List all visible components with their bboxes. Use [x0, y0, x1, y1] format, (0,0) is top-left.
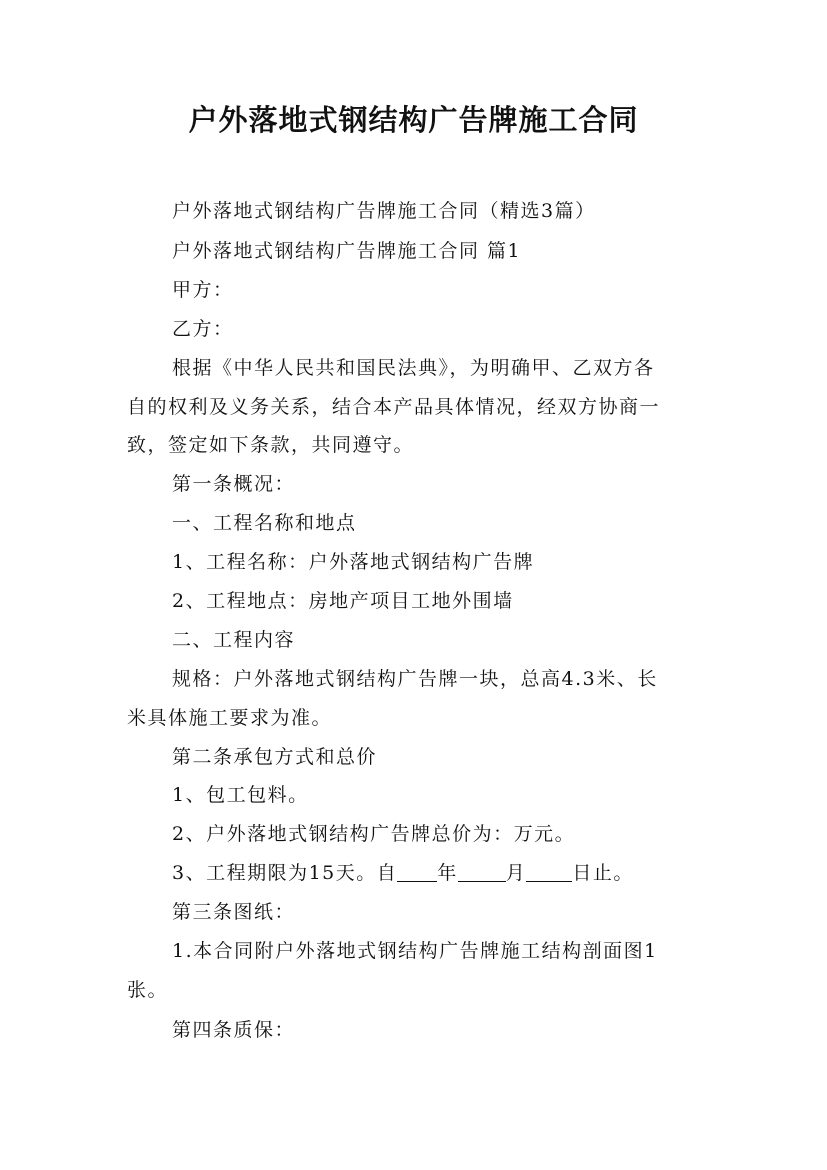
paragraph-preamble-line-1: 根据《中华人民共和国民法典》，为明确甲、乙双方各: [172, 357, 655, 379]
paragraph-drawing-line-1: 1.本合同附户外落地式钢结构广告牌施工结构剖面图1: [172, 940, 658, 962]
paragraph-total-price: 2、户外落地式钢结构广告牌总价为：万元。: [172, 823, 576, 845]
paragraph-article-2: 第二条承包方式和总价: [172, 746, 378, 768]
paragraph-drawing-line-2: 张。: [127, 979, 169, 1001]
paragraph-duration: [172, 858, 634, 888]
paragraph-article-3: 第三条图纸：: [172, 901, 296, 923]
paragraph-article-4: 第四条质保：: [172, 1019, 296, 1041]
paragraph-article-1: 第一条概况：: [172, 473, 296, 495]
document-title: 户外落地式钢结构广告牌施工合同: [188, 103, 639, 137]
paragraph-labor-materials: 1、包工包料。: [172, 784, 309, 806]
paragraph-party-a: 甲方：: [172, 279, 234, 301]
paragraph-spec-line-2: 米具体施工要求为准。: [127, 707, 333, 729]
paragraph-project-location: 2、工程地点：房地产项目工地外围墙: [172, 590, 514, 612]
year-blank: [397, 859, 437, 882]
month-blank: [458, 859, 506, 882]
paragraph-project-name: 1、工程名称：户外落地式钢结构广告牌: [172, 551, 535, 573]
duration-text-end: 日止。: [572, 862, 634, 884]
paragraph-project-content: 二、工程内容: [172, 629, 296, 651]
paragraph-party-b: 乙方：: [172, 318, 234, 340]
duration-year-label: 年: [437, 862, 458, 884]
paragraph-project-name-location: 一、工程名称和地点: [172, 512, 357, 534]
paragraph-preamble-line-2: 自的权利及义务关系，结合本产品具体情况，经双方协商一: [127, 396, 661, 418]
paragraph-spec-line-1: 规格：户外落地式钢结构广告牌一块，总高4.3米、长: [172, 668, 658, 690]
day-blank: [526, 859, 572, 882]
paragraph-preamble-line-3: 致，签定如下条款，共同遵守。: [127, 434, 415, 456]
paragraph-subtitle: 户外落地式钢结构广告牌施工合同（精选3篇）: [172, 200, 596, 222]
duration-month-label: 月: [505, 862, 527, 884]
duration-text-start: 3、工程期限为15天。自: [172, 862, 398, 884]
paragraph-section-heading: 户外落地式钢结构广告牌施工合同 篇1: [172, 240, 522, 262]
